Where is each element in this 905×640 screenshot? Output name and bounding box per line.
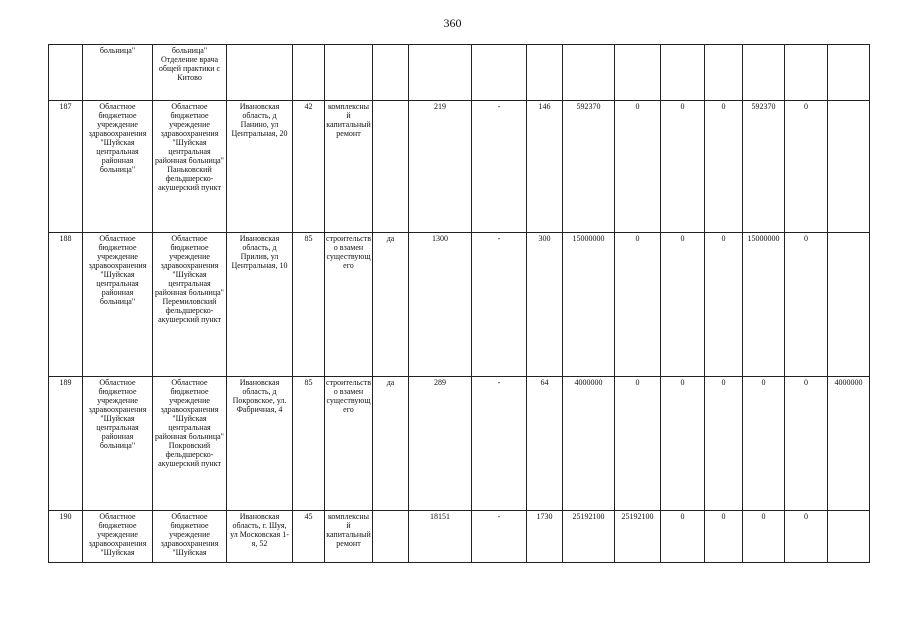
row-number: 188 — [49, 233, 83, 377]
table-row — [49, 101, 870, 233]
year-2-cell: 0 — [661, 233, 705, 377]
year-3-cell: 0 — [705, 101, 743, 233]
organization-cell: Областное бюджетное учреждение здравоохранения "Шуйская — [83, 511, 153, 563]
address-cell: Ивановская область, г. Шуя, ул Московская 1-я, 52 — [227, 511, 293, 563]
area-cell — [409, 45, 472, 101]
organization-cell: Областное бюджетное учреждение здравоохранения "Шуйская центральная районная больница" — [83, 377, 153, 511]
year-6-cell — [828, 511, 870, 563]
year-2-cell: 0 — [661, 511, 705, 563]
year-4-cell — [743, 45, 785, 101]
work-type-cell: строительство взамен существующего — [325, 233, 373, 377]
capacity-cell — [472, 45, 527, 101]
facility-cell: больница" Отделение врача общей практики с Китово — [153, 45, 227, 101]
total-cost-cell: 4000000 — [563, 377, 615, 511]
year-4-cell: 0 — [743, 377, 785, 511]
project-flag-cell — [373, 45, 409, 101]
table-row — [49, 45, 870, 101]
organization-cell: Областное бюджетное учреждение здравоохранения "Шуйская центральная районная больница" — [83, 233, 153, 377]
year-6-cell — [828, 233, 870, 377]
project-flag-cell: да — [373, 377, 409, 511]
year-3-cell: 0 — [705, 511, 743, 563]
area-cell: 219 — [409, 101, 472, 233]
readiness-cell — [293, 45, 325, 101]
organization-cell: Областное бюджетное учреждение здравоохранения "Шуйская центральная районная больница" — [83, 101, 153, 233]
address-cell: Ивановская область, д Панино, ул Центральная, 20 — [227, 101, 293, 233]
total-cost-cell: 592370 — [563, 101, 615, 233]
area-cell: 18151 — [409, 511, 472, 563]
row-number: 187 — [49, 101, 83, 233]
facilities-table — [48, 44, 870, 563]
readiness-cell: 85 — [293, 377, 325, 511]
year-2-cell — [661, 45, 705, 101]
row-number: 189 — [49, 377, 83, 511]
capacity-cell: - — [472, 101, 527, 233]
work-type-cell: комплексный капитальный ремонт — [325, 101, 373, 233]
project-flag-cell — [373, 511, 409, 563]
year-1-cell — [615, 45, 661, 101]
total-cost-cell — [563, 45, 615, 101]
project-flag-cell: да — [373, 233, 409, 377]
address-cell: Ивановская область, д Покровское, ул. Фабричная, 4 — [227, 377, 293, 511]
year-1-cell: 0 — [615, 101, 661, 233]
capacity-cell: - — [472, 233, 527, 377]
work-type-cell — [325, 45, 373, 101]
address-cell — [227, 45, 293, 101]
capacity-cell: - — [472, 377, 527, 511]
year-5-cell: 0 — [785, 377, 828, 511]
total-cost-cell: 15000000 — [563, 233, 615, 377]
project-flag-cell — [373, 101, 409, 233]
work-type-cell: строительство взамен существующего — [325, 377, 373, 511]
facility-cell: Областное бюджетное учреждение здравоохранения "Шуйская — [153, 511, 227, 563]
visits-cell: 300 — [527, 233, 563, 377]
readiness-cell: 85 — [293, 233, 325, 377]
visits-cell: 1730 — [527, 511, 563, 563]
year-5-cell — [785, 45, 828, 101]
facility-cell: Областное бюджетное учреждение здравоохранения "Шуйская центральная районная больница" Паньковский фельдшерско-акушерский пункт — [153, 101, 227, 233]
visits-cell: 146 — [527, 101, 563, 233]
year-1-cell: 25192100 — [615, 511, 661, 563]
year-5-cell: 0 — [785, 101, 828, 233]
year-3-cell: 0 — [705, 377, 743, 511]
year-4-cell: 15000000 — [743, 233, 785, 377]
year-6-cell — [828, 101, 870, 233]
capacity-cell: - — [472, 511, 527, 563]
readiness-cell: 45 — [293, 511, 325, 563]
year-5-cell: 0 — [785, 511, 828, 563]
work-type-cell: комплексный капитальный ремонт — [325, 511, 373, 563]
year-5-cell: 0 — [785, 233, 828, 377]
area-cell: 1300 — [409, 233, 472, 377]
row-number — [49, 45, 83, 101]
visits-cell — [527, 45, 563, 101]
table-row — [49, 377, 870, 511]
year-6-cell — [828, 45, 870, 101]
year-6-cell: 4000000 — [828, 377, 870, 511]
area-cell: 289 — [409, 377, 472, 511]
table-row — [49, 511, 870, 563]
year-2-cell: 0 — [661, 377, 705, 511]
row-number: 190 — [49, 511, 83, 563]
year-4-cell: 0 — [743, 511, 785, 563]
year-3-cell: 0 — [705, 233, 743, 377]
page-number: 360 — [443, 16, 462, 30]
year-4-cell: 592370 — [743, 101, 785, 233]
year-1-cell: 0 — [615, 233, 661, 377]
address-cell: Ивановская область, д Прилив, ул Центральная, 10 — [227, 233, 293, 377]
facility-cell: Областное бюджетное учреждение здравоохранения "Шуйская центральная районная больница" Перемиловский фельдшерско-акушерский пункт — [153, 233, 227, 377]
table-row — [49, 233, 870, 377]
year-1-cell: 0 — [615, 377, 661, 511]
organization-cell: больница" — [83, 45, 153, 101]
total-cost-cell: 25192100 — [563, 511, 615, 563]
facility-cell: Областное бюджетное учреждение здравоохранения "Шуйская центральная районная больница" Покровский фельдшерско-акушерский пункт — [153, 377, 227, 511]
year-2-cell: 0 — [661, 101, 705, 233]
table-body — [49, 45, 870, 563]
readiness-cell: 42 — [293, 101, 325, 233]
year-3-cell — [705, 45, 743, 101]
visits-cell: 64 — [527, 377, 563, 511]
